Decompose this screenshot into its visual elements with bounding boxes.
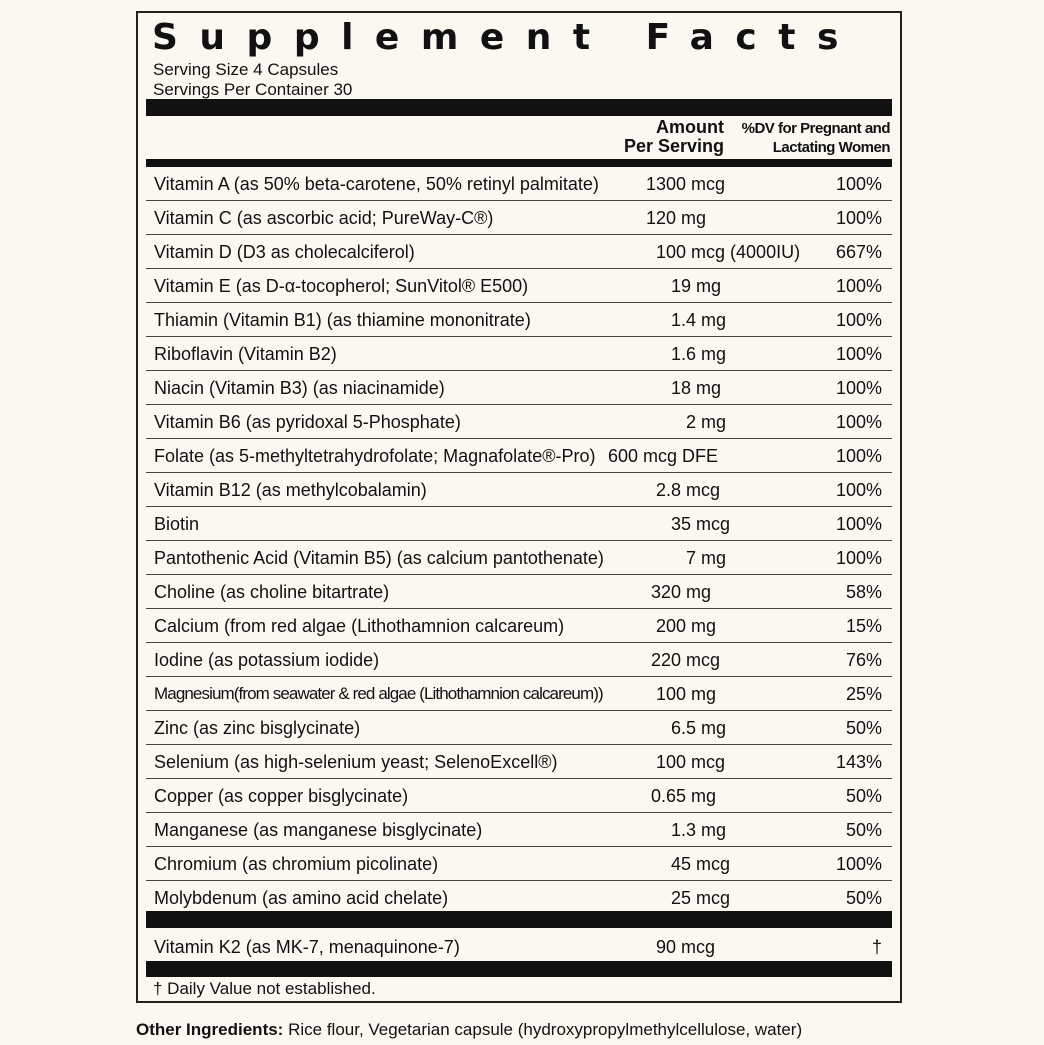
nutrient-amount: 2 mg [686, 412, 727, 432]
nutrient-name: Manganese (as manganese bisglycinate) [154, 820, 483, 840]
nutrient-row [146, 881, 892, 915]
nutrient-dv: 100% [835, 854, 882, 874]
other-ingredients-label: Other Ingredients: [136, 1020, 284, 1039]
nutrient-dv: † [871, 937, 882, 957]
nutrient-row [146, 541, 892, 575]
nutrient-name: Vitamin C (as ascorbic acid; PureWay-C®) [154, 208, 494, 228]
nutrient-amount: 18 mg [671, 378, 722, 398]
nutrient-dv: 25% [845, 684, 882, 704]
nutrient-row [146, 711, 892, 745]
nutrient-dv: 100% [835, 276, 882, 296]
nutrient-dv: 100% [835, 480, 882, 500]
nutrient-name: Vitamin K2 (as MK-7, menaquinone-7) [154, 937, 460, 957]
nutrient-row [146, 371, 892, 405]
nutrient-dv: 100% [835, 310, 882, 330]
nutrient-dv: 100% [835, 174, 882, 194]
nutrient-amount: 100 mcg [656, 752, 726, 772]
panel-title: Supplement Facts [152, 17, 860, 58]
dv-header-line2: Lactating Women [772, 139, 890, 156]
thick-divider-top [146, 99, 892, 116]
nutrient-row [146, 847, 892, 881]
nutrient-name: Selenium (as high-selenium yeast; SelenoExcell®) [154, 752, 558, 772]
nutrient-amount: 320 mg [651, 582, 712, 602]
nutrient-name: Choline (as choline bitartrate) [154, 582, 390, 602]
nutrient-amount: 25 mcg [671, 888, 731, 908]
nutrient-amount: 0.65 mg [651, 786, 717, 806]
nutrient-dv: 100% [835, 208, 882, 228]
nutrient-amount: 100 mg [656, 684, 717, 704]
nutrient-amount: 35 mcg [671, 514, 731, 534]
other-ingredients [136, 1020, 802, 1040]
nutrient-dv: 667% [835, 242, 882, 262]
amount-header-line1: Amount [656, 117, 724, 137]
other-ingredients-text: Rice flour, Vegetarian capsule (hydroxypropylmethylcellulose, water) [283, 1020, 803, 1039]
nutrient-row [146, 643, 892, 677]
nutrient-amount: 1.6 mg [671, 344, 727, 364]
nutrient-amount: 600 mcg DFE [608, 446, 719, 466]
nutrient-dv: 100% [835, 514, 882, 534]
nutrient-amount: 220 mcg [651, 650, 721, 670]
nutrient-row [146, 167, 892, 201]
nutrient-amount: 200 mg [656, 616, 717, 636]
nutrient-name: Niacin (Vitamin B3) (as niacinamide) [154, 378, 445, 398]
nutrient-dv: 58% [845, 582, 882, 602]
servings-per-container: Servings Per Container 30 [153, 80, 353, 99]
nutrient-row-vitamin-k2 [146, 930, 892, 964]
nutrient-dv: 50% [845, 888, 882, 908]
nutrient-dv: 76% [845, 650, 882, 670]
nutrient-name: Copper (as copper bisglycinate) [154, 786, 409, 806]
nutrient-amount: 1.4 mg [671, 310, 727, 330]
nutrient-row [146, 609, 892, 643]
nutrient-name: Zinc (as zinc bisglycinate) [154, 718, 361, 738]
thick-divider-middle [146, 911, 892, 928]
supplement-facts-panel [136, 11, 902, 1003]
nutrient-name: Vitamin E (as D-α-tocopherol; SunVitol® E500) [154, 276, 529, 296]
nutrient-dv: 100% [835, 344, 882, 364]
nutrient-name: Biotin [154, 514, 200, 534]
nutrient-row [146, 745, 892, 779]
nutrient-name: Magnesium(from seawater & red algae (Lithothamnion calcareum)) [154, 684, 603, 703]
nutrient-row [146, 813, 892, 847]
nutrient-name: Iodine (as potassium iodide) [154, 650, 380, 670]
dv-header-line1: %DV for Pregnant and [741, 120, 890, 137]
nutrient-name: Calcium (from red algae (Lithothamnion calcareum) [154, 616, 565, 636]
nutrient-amount: 1.3 mg [671, 820, 727, 840]
nutrient-row [146, 575, 892, 609]
amount-header [624, 118, 724, 156]
nutrient-amount: 19 mg [671, 276, 722, 296]
nutrient-row [146, 779, 892, 813]
nutrient-dv: 100% [835, 548, 882, 568]
nutrient-name: Pantothenic Acid (Vitamin B5) (as calcium pantothenate) [154, 548, 604, 568]
nutrient-row [146, 439, 892, 473]
nutrient-row [146, 337, 892, 371]
footnote: † Daily Value not established. [153, 979, 376, 998]
nutrient-dv: 100% [835, 446, 882, 466]
nutrient-amount: 1300 mcg [646, 174, 726, 194]
nutrient-name: Molybdenum (as amino acid chelate) [154, 888, 449, 908]
nutrient-name: Vitamin A (as 50% beta-carotene, 50% retinyl palmitate) [154, 174, 599, 194]
nutrient-dv: 143% [835, 752, 882, 772]
nutrient-row [146, 473, 892, 507]
nutrient-row [146, 269, 892, 303]
nutrient-row [146, 201, 892, 235]
nutrient-name: Folate (as 5-methyltetrahydrofolate; Magnafolate®-Pro) [154, 446, 596, 466]
nutrient-amount: 90 mcg [656, 937, 716, 957]
nutrient-name: Riboflavin (Vitamin B2) [154, 344, 337, 364]
nutrient-name: Thiamin (Vitamin B1) (as thiamine mononitrate) [154, 310, 531, 330]
nutrient-name: Vitamin B6 (as pyridoxal 5-Phosphate) [154, 412, 461, 432]
nutrient-name: Chromium (as chromium picolinate) [154, 854, 439, 874]
nutrient-amount: 2.8 mcg [656, 480, 721, 500]
nutrient-name: Vitamin D (D3 as cholecalciferol) [154, 242, 415, 262]
medium-divider [146, 159, 892, 167]
nutrient-dv: 100% [835, 412, 882, 432]
nutrient-amount: 6.5 mg [671, 718, 727, 738]
amount-header-line2: Per Serving [623, 136, 724, 156]
nutrient-row [146, 303, 892, 337]
nutrient-amount: 120 mg [646, 208, 707, 228]
nutrient-amount: 7 mg [686, 548, 727, 568]
dv-header [742, 119, 890, 157]
thick-divider-bottom [146, 961, 892, 977]
nutrient-dv: 50% [845, 718, 882, 738]
serving-size: Serving Size 4 Capsules [153, 60, 339, 79]
nutrient-dv: 50% [845, 820, 882, 840]
nutrient-row [146, 405, 892, 439]
nutrient-row [146, 235, 892, 269]
nutrient-row [146, 507, 892, 541]
nutrient-dv: 15% [845, 616, 882, 636]
nutrient-dv: 100% [835, 378, 882, 398]
nutrient-name: Vitamin B12 (as methylcobalamin) [154, 480, 427, 500]
nutrient-dv: 50% [845, 786, 882, 806]
nutrient-row [146, 677, 892, 711]
nutrient-amount: 100 mcg (4000IU) [656, 242, 801, 262]
nutrient-amount: 45 mcg [671, 854, 731, 874]
